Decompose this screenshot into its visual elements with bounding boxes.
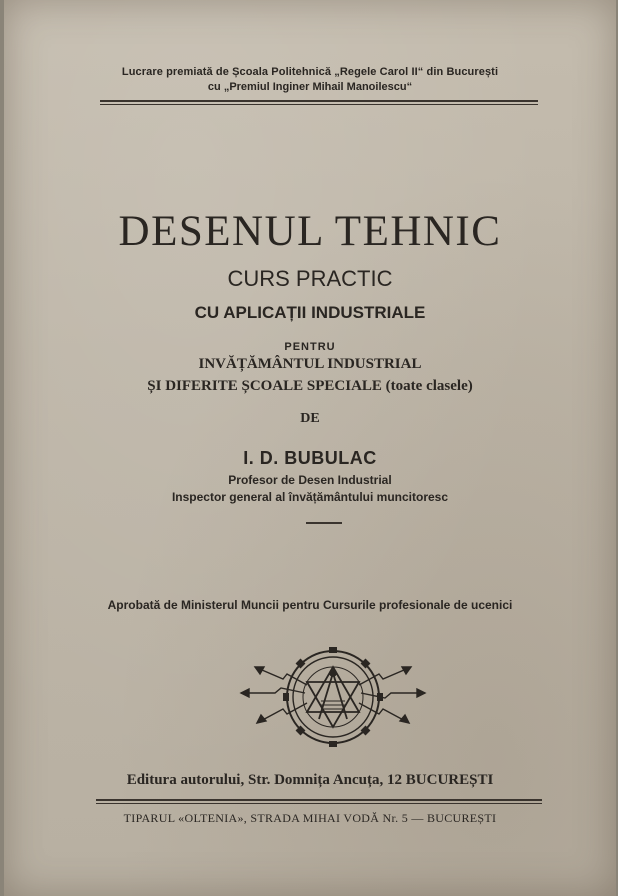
- approval-note: Aprobată de Ministerul Muncii pentru Cursurile profesionale de ucenici: [107, 598, 513, 612]
- award-line-2: cu „Premiul Inginer Mihail Manoilescu“: [207, 81, 413, 93]
- publisher-line: Editura autorului, Str. Domnița Ancuța, 12 BUCUREȘTI: [126, 772, 494, 788]
- book-cover: [4, 0, 616, 896]
- audience-line-2: ȘI DIFERITE ȘCOALE SPECIALE (toate clasele): [147, 378, 473, 394]
- bottom-rule-thick: [96, 799, 542, 801]
- author-role-2: Inspector general al învățământului muncitoresc: [171, 490, 449, 504]
- author-divider: [306, 522, 342, 524]
- pentru-label: PENTRU: [284, 341, 336, 353]
- subtitle: CURS PRACTIC: [227, 266, 393, 291]
- gear-compass-star-emblem-icon: [235, 643, 431, 751]
- audience-line-1: INVĂȚĂMÂNTUL INDUSTRIAL: [198, 356, 422, 372]
- top-rule-thick: [100, 100, 538, 102]
- bottom-rule-thin: [96, 803, 542, 804]
- top-rule-thin: [100, 104, 538, 105]
- author-role-1: Profesor de Desen Industrial: [228, 473, 392, 487]
- author-name: I. D. BUBULAC: [243, 448, 377, 468]
- de-label: DE: [300, 411, 320, 426]
- page-title: DESENUL TEHNIC: [118, 208, 502, 255]
- award-line-1: Lucrare premiată de Școala Politehnică „Regele Carol II“ din București: [121, 66, 499, 78]
- printer-line: TIPARUL «OLTENIA», STRADA MIHAI VODĂ Nr. 5 — BUCUREȘTI: [123, 811, 497, 825]
- subtitle-applications: CU APLICAȚII INDUSTRIALE: [194, 303, 426, 322]
